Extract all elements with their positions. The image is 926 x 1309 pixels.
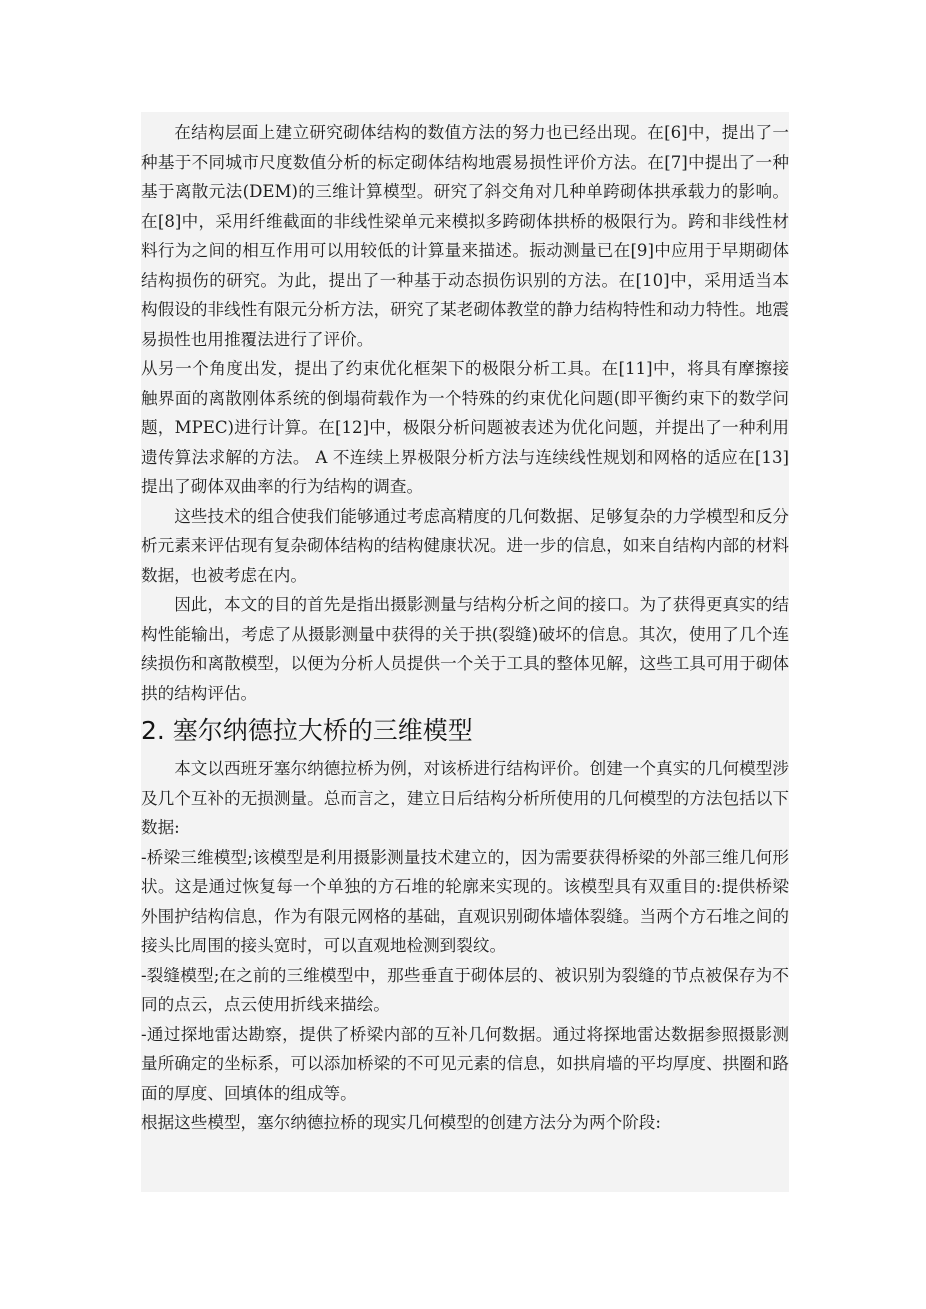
paragraph-two-stages: 根据这些模型，塞尔纳德拉桥的现实几何模型的创建方法分为两个阶段: <box>141 1113 661 1132</box>
document-page <box>141 112 789 1192</box>
list-item-3d-model: -桥梁三维模型;该模型是利用摄影测量技术建立的，因为需要获得桥梁的外部三维几何形状。这是通过恢复每一个单独的方石堆的轮廓来实现的。该模型具有双重目的:提供桥梁外围护结构信息，作为有限元网格的基础，直观识别砌体墙体裂缝。当两个方石堆之间的接头比周围的接头宽时，可以直观地检测到裂纹。 <box>141 847 789 955</box>
section-heading: 2. 塞尔纳德拉大桥的三维模型 <box>141 716 473 745</box>
paragraph-paper-aim: 因此，本文的目的首先是指出摄影测量与结构分析之间的接口。为了获得更真实的结构性能输出，考虑了从摄影测量中获得的关于拱(裂缝)破坏的信息。其次，使用了几个连续损伤和离散模型，以便为分析人员提供一个关于工具的整体见解，这些工具可用于砌体拱的结构评估。 <box>141 595 789 703</box>
paragraph-limit-analysis: 从另一个角度出发，提出了约束优化框架下的极限分析工具。在[11]中，将具有摩擦接触界面的离散刚体系统的倒塌荷载作为一个特殊的约束优化问题(即平衡约束下的数学问题，MPEC)进行计算。在[12]中，极限分析问题被表述为优化问题，并提出了一种利用遗传算法求解的方法。 A 不连续上界极限分析方法与连续线性规划和网格的适应在[13]提出了砌体双曲率的行为结构的调查。 <box>141 359 789 496</box>
document-body <box>141 118 789 1138</box>
list-item-crack-model: -裂缝模型;在之前的三维模型中，那些垂直于砌体层的、被识别为裂缝的节点被保存为不同的点云，点云使用折线来描绘。 <box>141 965 789 1014</box>
paragraph-combined-techniques: 这些技术的组合使我们能够通过考虑高精度的几何数据、足够复杂的力学模型和反分析元素来评估现有复杂砌体结构的结构健康状况。进一步的信息，如来自结构内部的材料数据，也被考虑在内。 <box>141 506 789 585</box>
paragraph-bridge-intro: 本文以西班牙塞尔纳德拉桥为例，对该桥进行结构评价。创建一个真实的几何模型涉及几个互补的无损测量。总而言之，建立日后结构分析所使用的几何模型的方法包括以下数据: <box>141 759 789 837</box>
list-item-gpr-survey: -通过探地雷达勘察，提供了桥梁内部的互补几何数据。通过将探地雷达数据参照摄影测量所确定的坐标系，可以添加桥梁的不可见元素的信息，如拱肩墙的平均厚度、拱圈和路面的厚度、回填体的组成等。 <box>141 1024 789 1103</box>
paragraph-numerical-methods: 在结构层面上建立研究砌体结构的数值方法的努力也已经出现。在[6]中，提出了一种基于不同城市尺度数值分析的标定砌体结构地震易损性评价方法。在[7]中提出了一种基于离散元法(DEM)的三维计算模型。研究了斜交角对几种单跨砌体拱承载力的影响。在[8]中，采用纤维截面的非线性梁单元来模拟多跨砌体拱桥的极限行为。跨和非线性材料行为之间的相互作用可以用较低的计算量来描述。振动测量已在[9]中应用于早期砌体结构损伤的研究。为此，提出了一种基于动态损伤识别的方法。在[10]中，采用适当本构假设的非线性有限元分析方法，研究了某老砌体教堂的静力结构特性和动力特性。地震易损性也用推覆法进行了评价。 <box>141 123 789 349</box>
